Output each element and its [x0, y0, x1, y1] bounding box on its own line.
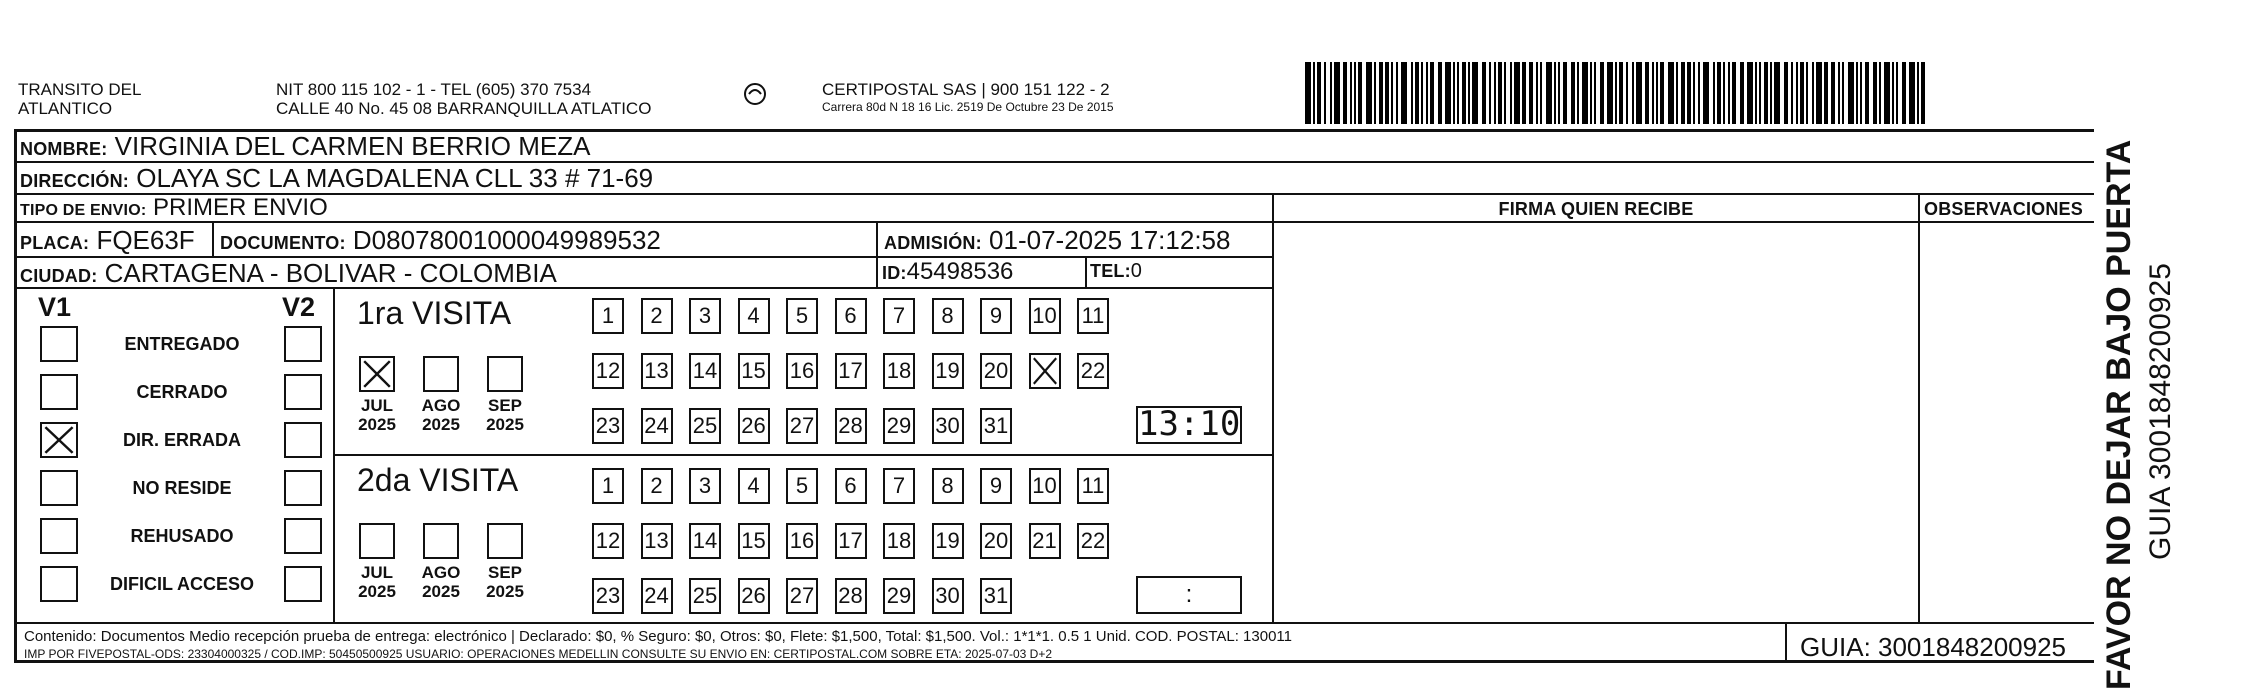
tel-divider	[1085, 258, 1087, 288]
barcode-bar	[1676, 62, 1678, 124]
v2-checkbox[interactable]	[284, 374, 322, 410]
month-label: SEP	[487, 563, 523, 582]
day-box[interactable]: 6	[835, 468, 867, 504]
id-field	[882, 258, 1013, 286]
day-box[interactable]: 10	[1029, 468, 1061, 504]
courier-license: Carrera 80d N 18 16 Lic. 2519 De Octubre 23 De 2015	[822, 100, 1114, 114]
year-label: 2025	[486, 415, 524, 434]
barcode-bar	[1374, 62, 1376, 124]
barcode-bar	[1396, 62, 1398, 124]
barcode-bar	[1529, 62, 1533, 124]
placa-value: FQE63F	[96, 225, 195, 255]
barcode-bar	[1896, 62, 1898, 124]
barcode-bar	[1728, 62, 1730, 124]
v1-checkbox[interactable]	[40, 422, 78, 458]
day-box[interactable]: 18	[883, 523, 915, 559]
barcode-bar	[1350, 62, 1352, 124]
day-box[interactable]: 25	[689, 408, 721, 444]
day-box[interactable]: 26	[738, 408, 770, 444]
day-box[interactable]: 5	[786, 298, 818, 334]
tel-label: TEL:	[1090, 261, 1131, 281]
barcode-bar	[1902, 62, 1906, 124]
day-box[interactable]: 28	[835, 578, 867, 614]
issuer-contact	[276, 80, 651, 118]
nit-line: NIT 800 115 102 - 1 - TEL (605) 370 7534	[276, 80, 592, 99]
barcode-bar	[1415, 62, 1419, 124]
day-box[interactable]: 27	[786, 578, 818, 614]
tel-value: 0	[1130, 260, 1142, 282]
barcode-bar	[1759, 62, 1761, 124]
day-box[interactable]	[1029, 353, 1061, 389]
day-box[interactable]: 23	[592, 578, 624, 614]
day-box[interactable]: 24	[641, 408, 673, 444]
courier-logo-icon	[738, 82, 772, 108]
barcode-bar	[1489, 62, 1491, 124]
month-checkbox[interactable]	[487, 523, 523, 559]
barcode-bar	[1494, 62, 1496, 124]
barcode-bar	[1831, 62, 1835, 124]
id-label: ID:	[882, 263, 907, 283]
v1-checkbox[interactable]	[40, 518, 78, 554]
day-box[interactable]: 15	[738, 523, 770, 559]
frame-left-line	[14, 129, 17, 661]
barcode-bar	[1816, 62, 1822, 124]
day-box[interactable]: 25	[689, 578, 721, 614]
year-label: 2025	[422, 582, 460, 601]
barcode-bar	[1626, 62, 1628, 124]
barcode-bar	[1577, 62, 1579, 124]
footer-line	[14, 622, 2094, 624]
visit-divider	[333, 454, 1273, 456]
v1-checkbox[interactable]	[40, 326, 78, 362]
barcode-bar	[1462, 62, 1466, 124]
month-checkbox[interactable]	[359, 356, 395, 392]
visit2-title: 2da VISITA	[357, 462, 519, 498]
v2-checkbox[interactable]	[284, 422, 322, 458]
day-box[interactable]: 19	[932, 353, 964, 389]
barcode-bar	[1546, 62, 1552, 124]
barcode-bar	[1812, 62, 1814, 124]
barcode-bar	[1681, 62, 1685, 124]
barcode-bar	[1917, 62, 1919, 124]
status-option-label: NO RESIDE	[132, 478, 232, 498]
day-box[interactable]: 16	[786, 523, 818, 559]
day-box[interactable]: 29	[883, 408, 915, 444]
barcode-bar	[1921, 62, 1925, 124]
day-box[interactable]: 28	[835, 408, 867, 444]
observaciones-area[interactable]	[1920, 224, 2094, 620]
barcode-bar	[1656, 62, 1658, 124]
status-option-label: CERRADO	[136, 382, 228, 402]
barcode-bar	[1879, 62, 1881, 124]
day-box[interactable]: 11	[1077, 298, 1109, 334]
barcode-bar	[1600, 62, 1604, 124]
day-box[interactable]: 8	[932, 298, 964, 334]
tipo-envio-field	[20, 194, 328, 222]
v2-checkbox[interactable]	[284, 518, 322, 554]
side-text-guia: GUIA 3001848200925	[2144, 263, 2177, 560]
barcode-bar	[1482, 62, 1486, 124]
day-box[interactable]: 4	[738, 468, 770, 504]
barcode-bar	[1536, 62, 1538, 124]
day-box[interactable]: 22	[1077, 353, 1109, 389]
barcode-bar	[1796, 62, 1798, 124]
day-box[interactable]: 4	[738, 298, 770, 334]
visit1-time[interactable]: 13:10	[1138, 404, 1241, 444]
barcode-bar	[1305, 62, 1311, 124]
documento-label: DOCUMENTO:	[220, 233, 346, 253]
month-label: JUL	[360, 396, 394, 415]
documento-field	[220, 225, 661, 256]
v2-checkbox[interactable]	[284, 326, 322, 362]
day-box[interactable]: 20	[980, 523, 1012, 559]
month-checkbox[interactable]	[487, 356, 523, 392]
barcode-bar	[1806, 62, 1808, 124]
status-option-label: DIFICIL ACCESO	[109, 574, 254, 594]
barcode-bar	[1873, 62, 1877, 124]
documento-value: D08078001000049989532	[352, 225, 661, 255]
status-option-label: REHUSADO	[130, 526, 234, 546]
day-box[interactable]: 31	[980, 578, 1012, 614]
id-value: 45498536	[906, 258, 1014, 285]
barcode-bar	[1687, 62, 1691, 124]
day-box[interactable]: 14	[689, 523, 721, 559]
barcode-bar	[1438, 62, 1442, 124]
barcode-bar	[1755, 62, 1757, 124]
admision-value: 01-07-2025 17:12:58	[989, 225, 1231, 255]
courier-info	[822, 80, 1114, 115]
day-box[interactable]: 5	[786, 468, 818, 504]
barcode-bar	[1717, 62, 1721, 124]
barcode-bar	[1703, 62, 1709, 124]
v1-checkbox[interactable]	[40, 566, 78, 602]
barcode-bar	[1856, 62, 1858, 124]
barcode-bar	[1522, 62, 1526, 124]
day-box[interactable]: 2	[641, 468, 673, 504]
day-box[interactable]: 2	[641, 298, 673, 334]
month-label: AGO	[421, 396, 461, 415]
direccion-label: DIRECCIÓN:	[20, 171, 129, 191]
issuer-line1: TRANSITO DEL	[18, 80, 142, 99]
nombre-field	[20, 131, 590, 162]
barcode-bar	[1632, 62, 1634, 124]
barcode-bar	[1504, 62, 1506, 124]
barcode-bar	[1554, 62, 1556, 124]
firma-label: FIRMA QUIEN RECIBE	[1498, 199, 1694, 219]
barcode-bar	[1411, 62, 1413, 124]
v2-header: V2	[282, 292, 316, 322]
day-box[interactable]: 9	[980, 468, 1012, 504]
barcode-bar	[1590, 62, 1592, 124]
barcode-bar	[1343, 62, 1347, 124]
day-box[interactable]: 30	[932, 408, 964, 444]
barcode-bar	[1723, 62, 1725, 124]
day-box[interactable]: 12	[592, 523, 624, 559]
year-label: 2025	[358, 415, 396, 434]
barcode-bar	[1607, 62, 1613, 124]
day-box[interactable]: 29	[883, 578, 915, 614]
month-checkbox[interactable]	[359, 523, 395, 559]
day-box[interactable]: 21	[1029, 523, 1061, 559]
tipo-envio-value: PRIMER ENVIO	[153, 194, 328, 221]
barcode-bar	[1430, 62, 1434, 124]
barcode-bar	[1468, 62, 1470, 124]
courier-line: CERTIPOSTAL SAS | 900 151 122 - 2	[822, 80, 1110, 99]
barcode-bar	[1740, 62, 1744, 124]
v1-checkbox[interactable]	[40, 470, 78, 506]
signature-area[interactable]	[1274, 224, 1918, 620]
admision-field	[884, 225, 1230, 256]
barcode-bar	[1514, 62, 1520, 124]
side-text-puerta: FAVOR NO DEJAR BAJO PUERTA	[2100, 139, 2138, 690]
day-box[interactable]: 24	[641, 578, 673, 614]
issuer-line2: ATLANTICO	[18, 99, 113, 118]
day-box[interactable]: 20	[980, 353, 1012, 389]
month-checkbox[interactable]	[423, 356, 459, 392]
barcode-bar	[1848, 62, 1854, 124]
barcode-bar	[1747, 62, 1753, 124]
nombre-label: NOMBRE:	[20, 139, 108, 159]
barcode-bar	[1770, 62, 1772, 124]
barcode-bar	[1540, 62, 1542, 124]
placa-label: PLACA:	[20, 233, 90, 253]
day-box[interactable]: 1	[592, 298, 624, 334]
barcode-bar	[1615, 62, 1617, 124]
barcode-bar	[1800, 62, 1804, 124]
day-box[interactable]: 14	[689, 353, 721, 389]
day-box[interactable]: 17	[835, 353, 867, 389]
observaciones-label: OBSERVACIONES	[1924, 199, 2083, 219]
barcode-bar	[1713, 62, 1715, 124]
day-box[interactable]: 7	[883, 298, 915, 334]
barcode-bar	[1784, 62, 1788, 124]
barcode-bar	[1563, 62, 1567, 124]
barcode-bar	[1732, 62, 1736, 124]
barcode-bar	[1334, 62, 1340, 124]
barcode-bar	[1510, 62, 1512, 124]
barcode-bar	[1391, 62, 1393, 124]
day-box[interactable]: 16	[786, 353, 818, 389]
barcode-bar	[1860, 62, 1862, 124]
ciudad-label: CIUDAD:	[20, 266, 98, 286]
barcode-bar	[1445, 62, 1451, 124]
nombre-value: VIRGINIA DEL CARMEN BERRIO MEZA	[114, 131, 591, 161]
day-box[interactable]: 18	[883, 353, 915, 389]
barcode-bar	[1330, 62, 1332, 124]
day-box[interactable]: 10	[1029, 298, 1061, 334]
barcode-bar	[1453, 62, 1455, 124]
barcode-bar	[1358, 62, 1362, 124]
barcode-bar	[1498, 62, 1502, 124]
visit1-title: 1ra VISITA	[357, 295, 512, 331]
barcode-bar	[1791, 62, 1793, 124]
day-box[interactable]: 12	[592, 353, 624, 389]
admision-label: ADMISIÓN:	[884, 233, 982, 253]
v2-checkbox[interactable]	[284, 566, 322, 602]
v1-checkbox[interactable]	[40, 374, 78, 410]
barcode-bar	[1652, 62, 1654, 124]
day-box[interactable]: 15	[738, 353, 770, 389]
barcode-bar	[1421, 62, 1423, 124]
barcode-bar	[1842, 62, 1844, 124]
barcode-bar	[1693, 62, 1695, 124]
barcode-bar	[1582, 62, 1588, 124]
day-box[interactable]: 13	[641, 353, 673, 389]
v1-header: V1	[38, 292, 72, 322]
barcode-bar	[1571, 62, 1575, 124]
day-box[interactable]: 7	[883, 468, 915, 504]
month-label: SEP	[487, 396, 523, 415]
month-checkbox[interactable]	[423, 523, 459, 559]
barcode-bar	[1324, 62, 1326, 124]
status-option-label: DIR. ERRADA	[122, 430, 241, 450]
barcode-bar	[1401, 62, 1407, 124]
day-box[interactable]: 8	[932, 468, 964, 504]
barcode-bar	[1774, 62, 1780, 124]
day-box[interactable]: 26	[738, 578, 770, 614]
admision-divider	[876, 223, 878, 289]
barcode-bar	[1385, 62, 1389, 124]
year-label: 2025	[422, 415, 460, 434]
day-box[interactable]: 30	[932, 578, 964, 614]
day-box[interactable]: 27	[786, 408, 818, 444]
ciudad-field	[20, 258, 557, 289]
visit2-time[interactable]: :	[1136, 576, 1242, 614]
issuer-name	[18, 80, 141, 118]
footer-imp: IMP POR FIVEPOSTAL-ODS: 23304000325 / COD.IMP: 50450500925 USUARIO: OPERACIONES MEDELLIN CONSULTE SU ENVIO EN: CERTIPOSTAL.COM SOBRE ETA: 2025-07-03 D+2	[24, 647, 1053, 661]
placa-divider	[212, 223, 214, 256]
direccion-field	[20, 163, 653, 194]
barcode-bar	[1379, 62, 1383, 124]
barcode-bar	[1668, 62, 1674, 124]
guia-divider	[1785, 622, 1787, 662]
day-box[interactable]: 13	[641, 523, 673, 559]
year-label: 2025	[486, 582, 524, 601]
day-box[interactable]: 23	[592, 408, 624, 444]
barcode-bar	[1824, 62, 1828, 124]
barcode-bar	[1426, 62, 1428, 124]
footer-guia: GUIA: 3001848200925	[1800, 632, 2066, 662]
barcode-bar	[1865, 62, 1869, 124]
barcode-bar	[1313, 62, 1315, 124]
placa-field	[20, 225, 195, 256]
day-box[interactable]: 19	[932, 523, 964, 559]
barcode-bar	[1594, 62, 1596, 124]
month-label: AGO	[421, 563, 461, 582]
barcode-bar	[1619, 62, 1623, 124]
barcode-bar	[1472, 62, 1478, 124]
barcode-bar	[1892, 62, 1894, 124]
barcode-bar	[1636, 62, 1642, 124]
barcode-bar	[1354, 62, 1356, 124]
day-box[interactable]: 17	[835, 523, 867, 559]
tipo-envio-label: TIPO DE ENVIO:	[20, 202, 147, 219]
barcode-bar	[1698, 62, 1700, 124]
day-box[interactable]: 11	[1077, 468, 1109, 504]
month-label: JUL	[360, 563, 394, 582]
day-box[interactable]: 3	[689, 298, 721, 334]
tel-field	[1090, 260, 1142, 283]
barcode-bar	[1317, 62, 1321, 124]
day-box[interactable]: 9	[980, 298, 1012, 334]
barcode-bar	[1884, 62, 1890, 124]
barcode-bar	[1838, 62, 1840, 124]
barcode-bar	[1660, 62, 1664, 124]
barcode-bar	[1764, 62, 1768, 124]
v2-checkbox[interactable]	[284, 470, 322, 506]
day-box[interactable]: 6	[835, 298, 867, 334]
direccion-value: OLAYA SC LA MAGDALENA CLL 33 # 71-69	[136, 163, 654, 193]
footer-contenido: Contenido: Documentos Medio recepción prueba de entrega: electrónico | Declarado: $0, % Seguro: $0, Otros: $0, Flete: $1,500, Total: $1,500. Vol.: 1*1*1. 0.5 1 Unid. COD. POSTAL: 130011	[24, 628, 1292, 645]
barcode	[1305, 62, 1940, 124]
year-label: 2025	[358, 582, 396, 601]
ciudad-value: CARTAGENA - BOLIVAR - COLOMBIA	[104, 258, 557, 288]
day-box[interactable]: 22	[1077, 523, 1109, 559]
barcode-bar	[1366, 62, 1372, 124]
day-box[interactable]: 31	[980, 408, 1012, 444]
barcode-bar	[1457, 62, 1459, 124]
barcode-bar	[1909, 62, 1915, 124]
barcode-bar	[1558, 62, 1560, 124]
barcode-bar	[1645, 62, 1649, 124]
day-box[interactable]: 3	[689, 468, 721, 504]
address-line: CALLE 40 No. 45 08 BARRANQUILLA ATLATICO	[276, 99, 652, 118]
day-box[interactable]: 1	[592, 468, 624, 504]
status-option-label: ENTREGADO	[124, 334, 240, 354]
